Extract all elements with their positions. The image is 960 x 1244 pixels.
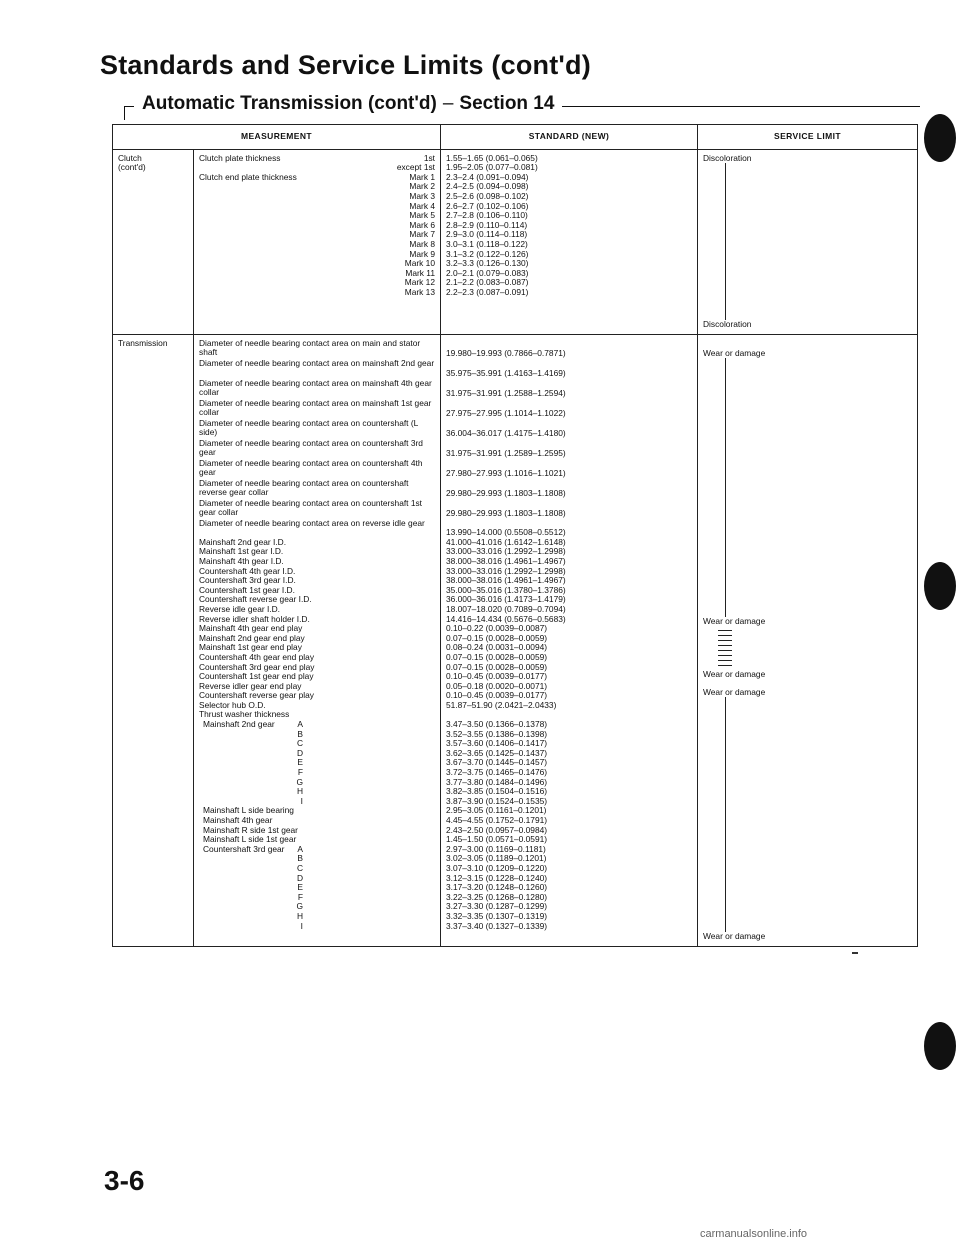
needle-row-label: Diameter of needle bearing contact area on countershaft 4th gear [199, 457, 423, 478]
needle-row-label: Diameter of needle bearing contact area on countershaft 1st gear collar [199, 497, 423, 518]
clutch-row [199, 278, 435, 288]
page-title: Standards and Service Limits (cont'd) [100, 50, 591, 80]
clutch-row-std: 3.0–3.1 (0.118–0.122) [446, 238, 528, 249]
clutch-row-mark: Mark 7 [409, 229, 435, 240]
clutch-row [199, 182, 435, 192]
thrust-row-std: 3.77–3.80 (0.1484–0.1496) [446, 776, 548, 787]
thrust-row-mark: D [296, 747, 303, 758]
thrust-row-std: 3.07–3.10 (0.1209–0.1220) [446, 862, 548, 873]
thrust-row-std: 3.82–3.85 (0.1504–0.1516) [446, 786, 548, 797]
thrust-row [199, 893, 303, 903]
list-row-std: 36.000–36.016 (1.4173–1.4179) [446, 594, 566, 605]
list-row-label: Mainshaft 4th gear end play [199, 623, 303, 634]
binder-hole-1 [924, 114, 956, 162]
thrust-row [199, 778, 303, 788]
list-row-label: Countershaft reverse gear play [199, 690, 314, 701]
list-row-std: 0.10–0.45 (0.0039–0.0177) [446, 671, 548, 682]
thrust-row-label: Countershaft 3rd gear [203, 843, 285, 854]
thrust-row [199, 720, 303, 730]
thrust-row-std: 3.22–3.25 (0.1268–0.1280) [446, 891, 548, 902]
clutch-row [199, 173, 435, 183]
list-row-std: 35.000–35.016 (1.3780–1.3786) [446, 584, 566, 595]
list-row-label: Countershaft 1st gear I.D. [199, 584, 295, 595]
clutch-limits [698, 149, 918, 334]
clutch-row-std: 2.0–2.1 (0.079–0.083) [446, 267, 529, 278]
thrust-row-mark: G [296, 776, 303, 787]
transmission-section [113, 334, 918, 946]
clutch-row-std: 1.55–1.65 (0.061–0.065) [446, 152, 538, 163]
dash-7 [718, 660, 732, 661]
section-separator: – [442, 93, 454, 114]
needle-row-std: 27.975–27.995 (1.1014–1.1022) [446, 407, 566, 418]
limit-discoloration-top: Discoloration [703, 152, 752, 163]
clutch-row-std: 2.1–2.2 (0.083–0.087) [446, 277, 529, 288]
clutch-section [113, 149, 918, 334]
clutch-row-std: 2.7–2.8 (0.106–0.110) [446, 210, 528, 221]
clutch-row-std: 3.1–3.2 (0.122–0.126) [446, 248, 529, 259]
clutch-row [199, 211, 435, 221]
list-row-label: Reverse idler shaft holder I.D. [199, 613, 310, 624]
clutch-row-mark: except 1st [396, 162, 435, 173]
limit-wear-selector: Wear or damage [703, 669, 766, 680]
thrust-row-std: 3.37–3.40 (0.1327–0.1339) [446, 920, 548, 931]
needle-row-label: Diameter of needle bearing contact area on mainshaft 2nd gear [199, 357, 435, 368]
clutch-row-mark: Mark 1 [409, 171, 435, 182]
clutch-row-mark: Mark 6 [409, 219, 435, 230]
thrust-row-mark: F [297, 767, 303, 778]
needle-row-std: 29.980–29.993 (1.1803–1.1808) [446, 487, 566, 498]
col-standard: STANDARD (NEW) [441, 125, 698, 150]
clutch-row-mark: Mark 9 [409, 248, 435, 259]
thrust-row-label: Mainshaft L side bearing [203, 805, 294, 816]
thrust-row-mark: B [297, 853, 303, 864]
category-transmission [113, 334, 194, 946]
list-row-std: 38.000–38.016 (1.4961–1.4967) [446, 555, 566, 566]
limit-bracket-thrust [725, 697, 726, 932]
thrust-row-std: 3.87–3.90 (0.1524–0.1535) [446, 795, 548, 806]
dash-1 [718, 630, 732, 631]
section-heading [134, 93, 562, 115]
list-row-std: 0.10–0.45 (0.0039–0.0177) [446, 690, 548, 701]
list-row-std: 0.05–0.18 (0.0020–0.0071) [446, 680, 548, 691]
clutch-row-mark: Mark 2 [409, 181, 435, 192]
clutch-row [199, 202, 435, 212]
clutch-row-std: 2.9–3.0 (0.114–0.118) [446, 229, 528, 240]
list-row-label: Mainshaft 2nd gear I.D. [199, 536, 287, 547]
thrust-row-std: 3.67–3.70 (0.1445–0.1457) [446, 757, 548, 768]
clutch-row-mark: Mark 4 [409, 200, 435, 211]
clutch-row [199, 288, 435, 298]
thrust-row-std: 3.17–3.20 (0.1248–0.1260) [446, 882, 548, 893]
dash-6 [718, 655, 732, 656]
clutch-row [199, 259, 435, 269]
page-number: 3-6 [104, 1165, 145, 1196]
clutch-row [199, 269, 435, 279]
thrust-row-std: 4.45–4.55 (0.1752–0.1791) [446, 815, 548, 825]
list-row-label: Mainshaft 4th gear I.D. [199, 555, 284, 566]
clutch-row-mark: Mark 12 [404, 277, 435, 288]
section-right: Section 14 [459, 93, 555, 114]
needle-row-label: Diameter of needle bearing contact area on mainshaft 1st gear collar [199, 397, 432, 418]
list-row-label: Countershaft 3rd gear I.D. [199, 575, 296, 586]
needle-row-label: Diameter of needle bearing contact area on mainshaft 4th gear collar [199, 377, 432, 398]
clutch-row-std: 2.4–2.5 (0.094–0.098) [446, 181, 529, 192]
needle-row-std: 27.980–27.993 (1.1016–1.1021) [446, 467, 566, 478]
needle-row-label: Diameter of needle bearing contact area on countershaft (L side) [199, 417, 418, 438]
thrust-row [199, 730, 303, 740]
clutch-row-std: 2.3–2.4 (0.091–0.094) [446, 171, 529, 182]
binder-hole-2 [924, 562, 956, 610]
thrust-row-mark: D [296, 872, 303, 883]
needle-row-std: 31.975–31.991 (1.2588–1.2594) [446, 387, 566, 398]
table-header [113, 125, 918, 150]
dash-8 [718, 665, 732, 666]
thrust-row [199, 768, 303, 778]
thrust-row-label: Mainshaft 2nd gear [203, 719, 275, 730]
clutch-row-std: 2.5–2.6 (0.098–0.102) [446, 190, 529, 201]
spec-table [112, 124, 918, 947]
needle-row-std: 19.980–19.993 (0.7866–0.7871) [446, 347, 566, 358]
col-service-limit: SERVICE LIMIT [698, 125, 918, 150]
thrust-row-std: 3.02–3.05 (0.1189–0.1201) [446, 853, 547, 864]
thrust-row-mark: E [297, 757, 303, 768]
list-row-std: 0.10–0.22 (0.0039–0.0087) [446, 623, 548, 634]
thrust-row-mark: C [296, 738, 303, 749]
thrust-row-std: 3.47–3.50 (0.1366–0.1378) [446, 719, 548, 730]
clutch-row-label: Clutch end plate thickness [199, 171, 297, 182]
thrust-row-label: Mainshaft R side 1st gear [203, 824, 298, 835]
clutch-row [199, 250, 435, 260]
limit-wear-bottom: Wear or damage [703, 931, 766, 942]
thrust-row-std: 3.72–3.75 (0.1465–0.1476) [446, 767, 548, 778]
stray-mark [852, 952, 858, 954]
needle-row-std: 36.004–36.017 (1.4175–1.4180) [446, 427, 566, 438]
thrust-row-mark: G [296, 901, 303, 912]
thrust-row-std: 3.32–3.35 (0.1307–0.1319) [446, 910, 548, 921]
list-row-label: Reverse idle gear I.D. [199, 603, 280, 614]
clutch-row-mark: Mark 5 [409, 210, 435, 221]
clutch-row [199, 230, 435, 240]
section-rule-tick [124, 106, 125, 120]
thrust-row [199, 912, 303, 922]
transmission-limits [698, 334, 918, 946]
thrust-row-std: 2.43–2.50 (0.0957–0.0984) [446, 824, 548, 835]
list-row-label: Countershaft reverse gear I.D. [199, 594, 312, 605]
limit-wear-thrust: Wear or damage [703, 686, 766, 697]
clutch-row-mark: 1st [423, 152, 435, 163]
thrust-row [199, 739, 303, 749]
clutch-row-std: 2.6–2.7 (0.102–0.106) [446, 200, 529, 211]
list-row-std: 41.000–41.016 (1.6142–1.6148) [446, 536, 566, 547]
thrust-row [199, 864, 303, 874]
thrust-row [199, 758, 303, 768]
list-row-label: Countershaft 4th gear I.D. [199, 565, 296, 576]
category-transmission-label: Transmission [118, 337, 168, 348]
thrust-row-std: 3.27–3.30 (0.1287–0.1299) [446, 901, 548, 912]
thrust-row [199, 845, 303, 855]
thrust-row [199, 874, 303, 884]
list-row-label: Selector hub O.D. [199, 699, 266, 710]
thrust-row-std: 3.12–3.15 (0.1228–0.1240) [446, 872, 548, 883]
thrust-row-std: 3.57–3.60 (0.1406–0.1417) [446, 738, 548, 749]
thrust-row [199, 749, 303, 759]
list-row-std: 38.000–38.016 (1.4961–1.4967) [446, 575, 566, 586]
clutch-row-mark: Mark 11 [405, 267, 435, 278]
list-row-std: 0.08–0.24 (0.0031–0.0094) [446, 642, 548, 653]
thrust-row [199, 854, 303, 864]
needle-row-label: Diameter of needle bearing contact area on main and stator shaft [199, 337, 421, 358]
list-row-label: Mainshaft 2nd gear end play [199, 632, 305, 643]
thrust-row-mark: H [296, 910, 303, 921]
clutch-row [199, 192, 435, 202]
watermark: carmanualsonline.info [700, 1228, 808, 1240]
clutch-row-mark: Mark 10 [404, 258, 435, 269]
needle-reverse-idle-label: Diameter of needle bearing contact area on reverse idle gear [199, 517, 425, 528]
clutch-measurements [194, 149, 441, 334]
clutch-row-std: 1.95–2.05 (0.077–0.081) [446, 162, 538, 173]
thrust-row-label: Mainshaft 4th gear [203, 815, 273, 825]
list-row-label: Reverse idler gear end play [199, 680, 302, 691]
thrust-row [199, 902, 303, 912]
dash-2 [718, 635, 732, 636]
thrust-row-mark: F [297, 891, 303, 902]
clutch-row-std: 2.8–2.9 (0.110–0.114) [446, 219, 528, 230]
list-row-label: Countershaft 4th gear end play [199, 651, 315, 662]
clutch-row-label: Clutch plate thickness [199, 152, 281, 163]
list-row-std: 0.07–0.15 (0.0028–0.0059) [446, 661, 548, 672]
dash-4 [718, 645, 732, 646]
list-row-std: 0.07–0.15 (0.0028–0.0059) [446, 632, 548, 643]
thrust-row-mark: I [300, 920, 303, 931]
list-row-label: Countershaft 1st gear end play [199, 671, 314, 682]
category-clutch-label: Clutch (cont'd) [118, 152, 146, 173]
thrust-row-mark: A [297, 843, 303, 854]
thrust-row [199, 883, 303, 893]
thrust-row-std: 1.45–1.50 (0.0571–0.0591) [446, 834, 548, 845]
col-measurement: MEASUREMENT [113, 125, 441, 150]
list-row-std: 14.416–14.434 (0.5676–0.5683) [446, 613, 566, 624]
transmission-measurements [194, 334, 441, 946]
thrust-row-label: Mainshaft L side 1st gear [203, 834, 297, 845]
limit-discoloration-bottom: Discoloration [703, 319, 752, 329]
needle-row-std: 31.975–31.991 (1.2589–1.2595) [446, 447, 566, 458]
transmission-standards [441, 334, 698, 946]
limit-bracket [725, 163, 726, 320]
list-row-std: 0.07–0.15 (0.0028–0.0059) [446, 651, 548, 662]
limit-wear-endplay: Wear or damage [703, 615, 766, 626]
section-left: Automatic Transmission (cont'd) [142, 93, 437, 114]
clutch-row [199, 221, 435, 231]
category-clutch [113, 149, 194, 334]
thrust-row-mark: A [297, 719, 303, 730]
thrust-row [199, 922, 303, 932]
list-row-std: 18.007–18.020 (0.7089–0.7094) [446, 603, 566, 614]
needle-row-std: 29.980–29.993 (1.1803–1.1808) [446, 507, 566, 518]
thrust-row-std: 2.97–3.00 (0.1169–0.1181) [446, 843, 546, 854]
thrust-row-std: 3.62–3.65 (0.1425–0.1437) [446, 747, 548, 758]
thrust-row-mark: I [300, 795, 303, 806]
clutch-standards [441, 149, 698, 334]
thrust-row-mark: B [297, 728, 303, 739]
clutch-row-std: 2.2–2.3 (0.087–0.091) [446, 286, 529, 297]
thrust-row-mark: E [297, 882, 303, 893]
clutch-row-mark: Mark 3 [409, 190, 435, 201]
list-row-std: 51.87–51.90 (2.0421–2.0433) [446, 699, 557, 710]
list-row-label: Countershaft 3rd gear end play [199, 661, 315, 672]
list-row-label: Mainshaft 1st gear end play [199, 642, 302, 653]
list-row-label: Mainshaft 1st gear I.D. [199, 546, 284, 557]
needle-row-label: Diameter of needle bearing contact area on countershaft reverse gear collar [199, 477, 409, 498]
needle-row-label: Diameter of needle bearing contact area on countershaft 3rd gear [199, 437, 423, 458]
list-row-std: 33.000–33.016 (1.2992–1.2998) [446, 546, 566, 557]
dash-5 [718, 650, 732, 651]
clutch-row-std: 3.2–3.3 (0.126–0.130) [446, 258, 529, 269]
limit-wear-needle: Wear or damage [703, 347, 766, 358]
dash-3 [718, 640, 732, 641]
thrust-row [199, 787, 303, 797]
needle-row-std: 35.975–35.991 (1.4163–1.4169) [446, 367, 566, 378]
clutch-row-mark: Mark 13 [404, 286, 435, 297]
limit-bracket-needle [725, 358, 726, 616]
binder-hole-3 [924, 1022, 956, 1070]
list-row-std: 13.990–14.000 (0.5508–0.5512) [446, 527, 566, 538]
thrust-heading: Thrust washer thickness [199, 709, 290, 720]
thrust-row-std: 2.95–3.05 (0.1161–0.1201) [446, 805, 547, 816]
thrust-row-std: 3.52–3.55 (0.1386–0.1398) [446, 728, 548, 739]
thrust-row-mark: H [296, 786, 303, 797]
list-row-std: 33.000–33.016 (1.2992–1.2998) [446, 565, 566, 576]
thrust-row-mark: C [296, 862, 303, 873]
clutch-row [199, 240, 435, 250]
clutch-row-mark: Mark 8 [409, 238, 435, 249]
